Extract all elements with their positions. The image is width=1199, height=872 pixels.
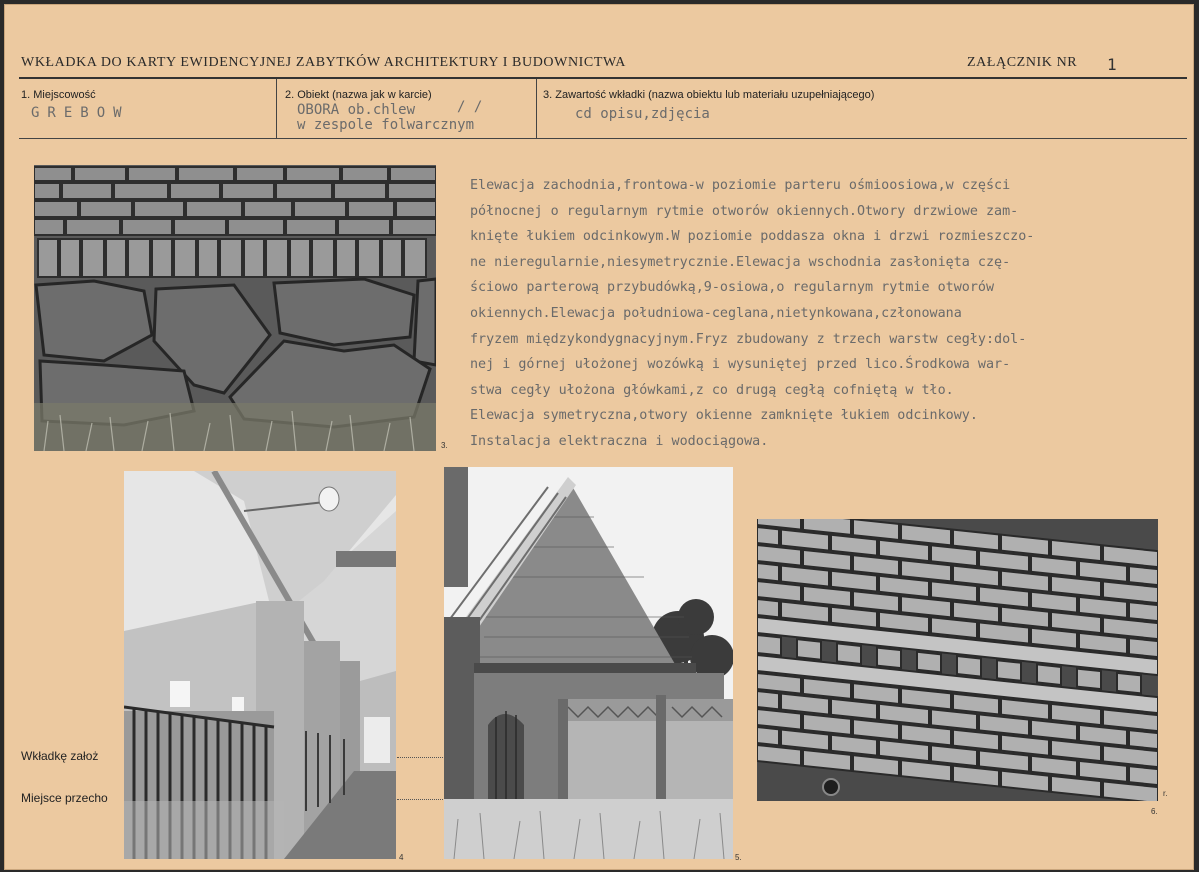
description-line: okiennych.Elewacja południowa-ceglana,nietynkowana,członowana [470, 305, 962, 321]
barn-interior-photo [124, 471, 396, 859]
header-bottom-rule [19, 138, 1187, 139]
created-by-label: Wkładkę założ [21, 749, 99, 763]
storage-place-label: Miejsce przecho [21, 791, 108, 805]
field-divider-2 [536, 79, 537, 138]
storage-place-dotted-line [397, 799, 445, 800]
annex-number: 1 [1107, 55, 1117, 74]
field-divider-1 [276, 79, 277, 138]
photo-number-3: 3. [441, 441, 448, 450]
card-title: WKŁADKA DO KARTY EWIDENCYJNEJ ZABYTKÓW ARCHITEKTURY I BUDOWNICTWA [21, 55, 626, 70]
description-text [470, 173, 1190, 455]
description-line: nej i górnej ułożonej wozówką i wysuniętej przed lico.Środkowa war- [470, 357, 1011, 373]
description-line: Instalacja elektraczna i wodociągowa. [470, 433, 769, 449]
locality-value: GREBOW [31, 105, 130, 121]
object-value-line2: w zespole folwarcznym [297, 117, 475, 133]
object-value-line1: OBORA ob.chlew [297, 102, 416, 118]
content-label: 3. Zawartość wkładki (nazwa obiektu lub materiału uzupełniającego) [543, 89, 875, 101]
description-line: północnej o regularnym rytmie otworów okiennych.Otwory drzwiowe zam- [470, 203, 1019, 219]
brick-frieze-photo [757, 519, 1158, 801]
photo-number-6: 6. [1151, 807, 1158, 816]
annex-label: ZAŁĄCZNIK NR [967, 55, 1078, 70]
description-line: Elewacja zachodnia,frontowa-w poziomie parteru ośmioosiowa,w części [470, 178, 1011, 193]
object-label: 2. Obiekt (nazwa jak w karcie) [285, 89, 432, 101]
description-line: ściowo parterową przybudówką,9-osiowa,o regularnym rytmie otworów [470, 280, 995, 296]
description-line: ne nieregularnie,niesymetrycznie.Elewacja wschodnia zasłonięta czę- [470, 254, 1011, 270]
gable-exterior-photo [444, 467, 733, 859]
header-top-rule [19, 77, 1187, 79]
object-value-marks: / / [457, 99, 483, 115]
created-by-dotted-line [397, 757, 445, 758]
photo-number-4: 4 [399, 853, 404, 862]
description-line: fryzem międzykondygnacyjnym.Fryz zbudowany z trzech warstw cegły:dol- [470, 331, 1027, 347]
description-line: knięte łukiem odcinkowym.W poziomie poddasza okna i drzwi rozmieszczo- [470, 229, 1035, 245]
record-card-insert [4, 4, 1194, 870]
content-value: cd opisu,zdjęcia [575, 106, 710, 122]
description-line: stwa cegły ułożona główkami,z co drugą cegłą cofniętą w tło. [470, 382, 954, 398]
description-line: Elewacja symetryczna,otwory okienne zamknięte łukiem odcinkowy. [470, 408, 978, 424]
stone-brick-foundation-photo [34, 165, 436, 451]
locality-label: 1. Miejscowość [21, 89, 96, 101]
photo-number-5: 5. [735, 853, 742, 862]
photo-number-6-r: r. [1163, 789, 1168, 798]
